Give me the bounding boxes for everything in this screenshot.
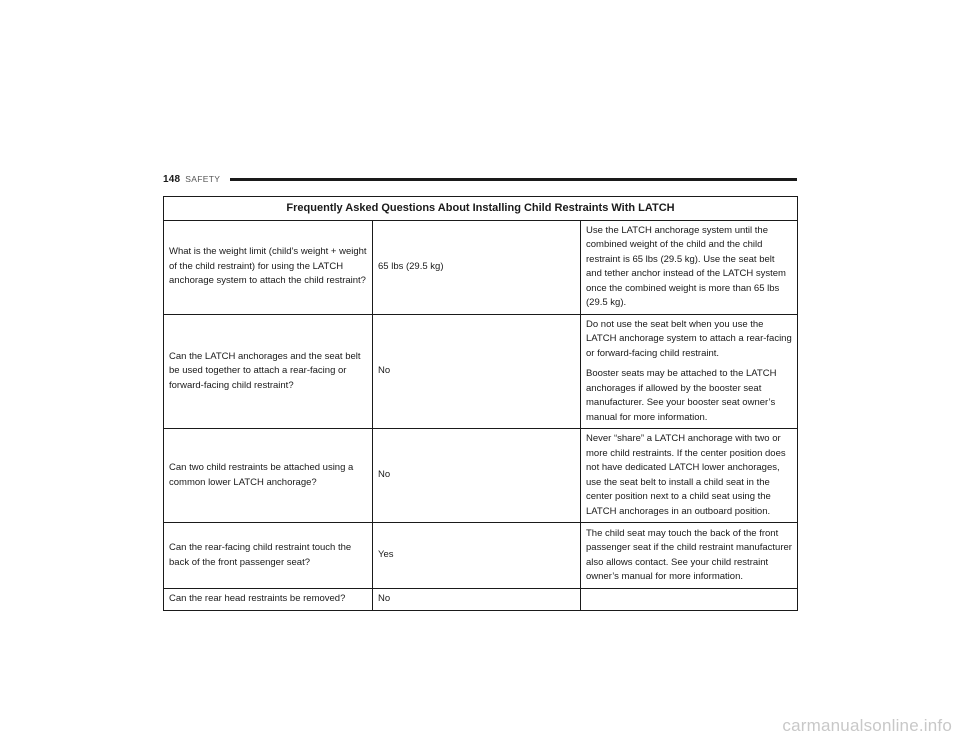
note-paragraph: Booster seats may be attached to the LATCH anchorages if allowed by the booster seat manufacturer. See your booster seat owner’s manual for more information. [586, 368, 777, 423]
header-rule [230, 178, 797, 181]
answer-cell: No [373, 429, 581, 523]
faq-table [163, 196, 798, 611]
table-row [164, 429, 798, 523]
page-number: 148 [163, 173, 181, 185]
table-row [164, 220, 798, 314]
answer-cell: 65 lbs (29.5 kg) [373, 220, 581, 314]
answer-cell: No [373, 314, 581, 429]
question-cell: Can the LATCH anchorages and the seat belt be used together to attach a rear-facing or forward-facing child restraint? [164, 314, 373, 429]
note-paragraph: Never “share” a LATCH anchorage with two or more child restraints. If the center position does not have dedicated LATCH lower anchorages, use the seat belt to install a child seat in the center position next to a child seat using the LATCH anchorages in an outboard position. [586, 433, 786, 517]
question-cell: Can the rear-facing child restraint touch the back of the front passenger seat? [164, 523, 373, 589]
table-row [164, 589, 798, 611]
page-header [163, 172, 797, 186]
question-cell: Can the rear head restraints be removed? [164, 589, 373, 611]
note-paragraph: The child seat may touch the back of the front passenger seat if the child restraint manufacturer also allows contact. See your child restraint owner’s manual for more information. [586, 527, 792, 582]
note-paragraph: Do not use the seat belt when you use the LATCH anchorage system to attach a rear-facing or forward-facing child restraint. [586, 318, 792, 359]
table-title: Frequently Asked Questions About Installing Child Restraints With LATCH [164, 197, 798, 221]
notes-cell [581, 523, 798, 589]
notes-cell [581, 314, 798, 429]
notes-cell [581, 220, 798, 314]
answer-cell: No [373, 589, 581, 611]
table-row [164, 314, 798, 429]
table-title-row [164, 197, 798, 221]
note-paragraph: Use the LATCH anchorage system until the combined weight of the child and the child restraint is 65 lbs (29.5 kg). Use the seat belt and tether anchor instead of the LATCH system once the combined weight is more than 65 lbs (29.5 kg). [586, 224, 786, 308]
question-cell: Can two child restraints be attached using a common lower LATCH anchorage? [164, 429, 373, 523]
notes-cell [581, 589, 798, 611]
notes-cell [581, 429, 798, 523]
watermark: carmanualsonline.info [782, 716, 952, 735]
table-row [164, 523, 798, 589]
section-name: SAFETY [185, 174, 221, 184]
question-cell: What is the weight limit (child’s weight + weight of the child restraint) for using the LATCH anchorage system to attach the child restraint? [164, 220, 373, 314]
answer-cell: Yes [373, 523, 581, 589]
